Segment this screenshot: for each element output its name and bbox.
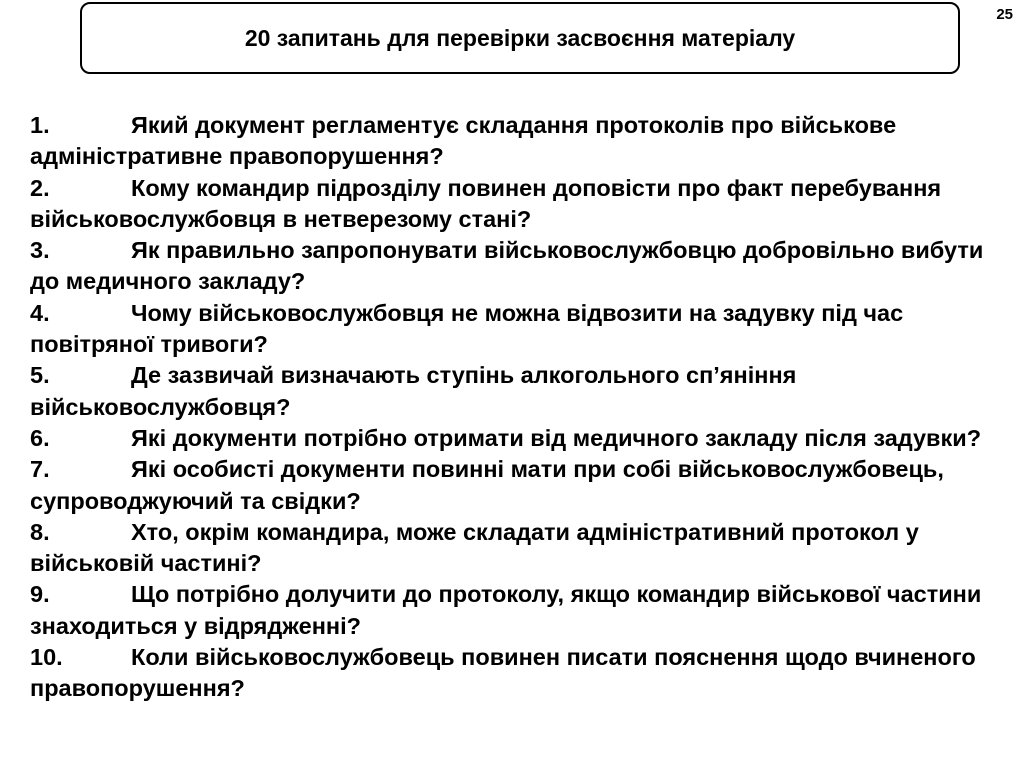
question-text: Де зазвичай визначають ступінь алкогольного сп’яніння військовослужбовця? — [30, 362, 797, 420]
question-text: Хто, окрім командира, може складати адміністративний протокол у військовій частині? — [30, 518, 919, 577]
question-number: 9. — [30, 581, 50, 608]
title-box — [80, 2, 960, 74]
question-number: 8. — [30, 518, 50, 545]
question-item — [30, 110, 1005, 173]
question-number: 10. — [30, 644, 63, 671]
question-item — [30, 173, 1005, 236]
slide-title: 20 запитань для перевірки засвоєння матеріалу — [244, 24, 796, 51]
question-item — [30, 298, 1005, 361]
question-text: Кому командир підрозділу повинен доповісти про факт перебування військовослужбовця в нетверезому стані? — [30, 174, 942, 232]
question-item — [30, 579, 1005, 642]
question-number: 6. — [30, 424, 50, 451]
question-text: Які документи потрібно отримати від медичного закладу після задувки? — [131, 424, 982, 451]
question-item — [30, 642, 1005, 705]
question-item — [30, 517, 1005, 580]
question-text: Який документ регламентує складання протоколів про військове адміністративне правопорушення? — [30, 112, 897, 170]
question-number: 4. — [30, 299, 50, 326]
question-item — [30, 423, 1005, 454]
question-item — [30, 454, 1005, 517]
question-number: 1. — [30, 112, 50, 138]
slide-number: 25 — [996, 6, 1013, 23]
question-text: Що потрібно долучити до протоколу, якщо командир військової частини знаходиться у відрядженні? — [30, 581, 982, 639]
question-item — [30, 360, 1005, 423]
question-list — [30, 110, 1005, 705]
question-text: Коли військовослужбовець повинен писати пояснення щодо вчиненого правопорушення? — [30, 644, 976, 702]
question-text: Які особисті документи повинні мати при собі військовослужбовець, супроводжуючий та свідки? — [30, 456, 944, 514]
question-text: Як правильно запропонувати військовослужбовцю добровільно вибути до медичного закладу? — [30, 237, 984, 295]
question-number: 7. — [30, 456, 50, 483]
question-number: 2. — [30, 174, 50, 201]
question-number: 3. — [30, 237, 50, 264]
question-number: 5. — [30, 362, 50, 389]
question-item — [30, 235, 1005, 298]
question-text: Чому військовослужбовця не можна відвозити на задувку під час повітряної тривоги? — [30, 299, 904, 358]
